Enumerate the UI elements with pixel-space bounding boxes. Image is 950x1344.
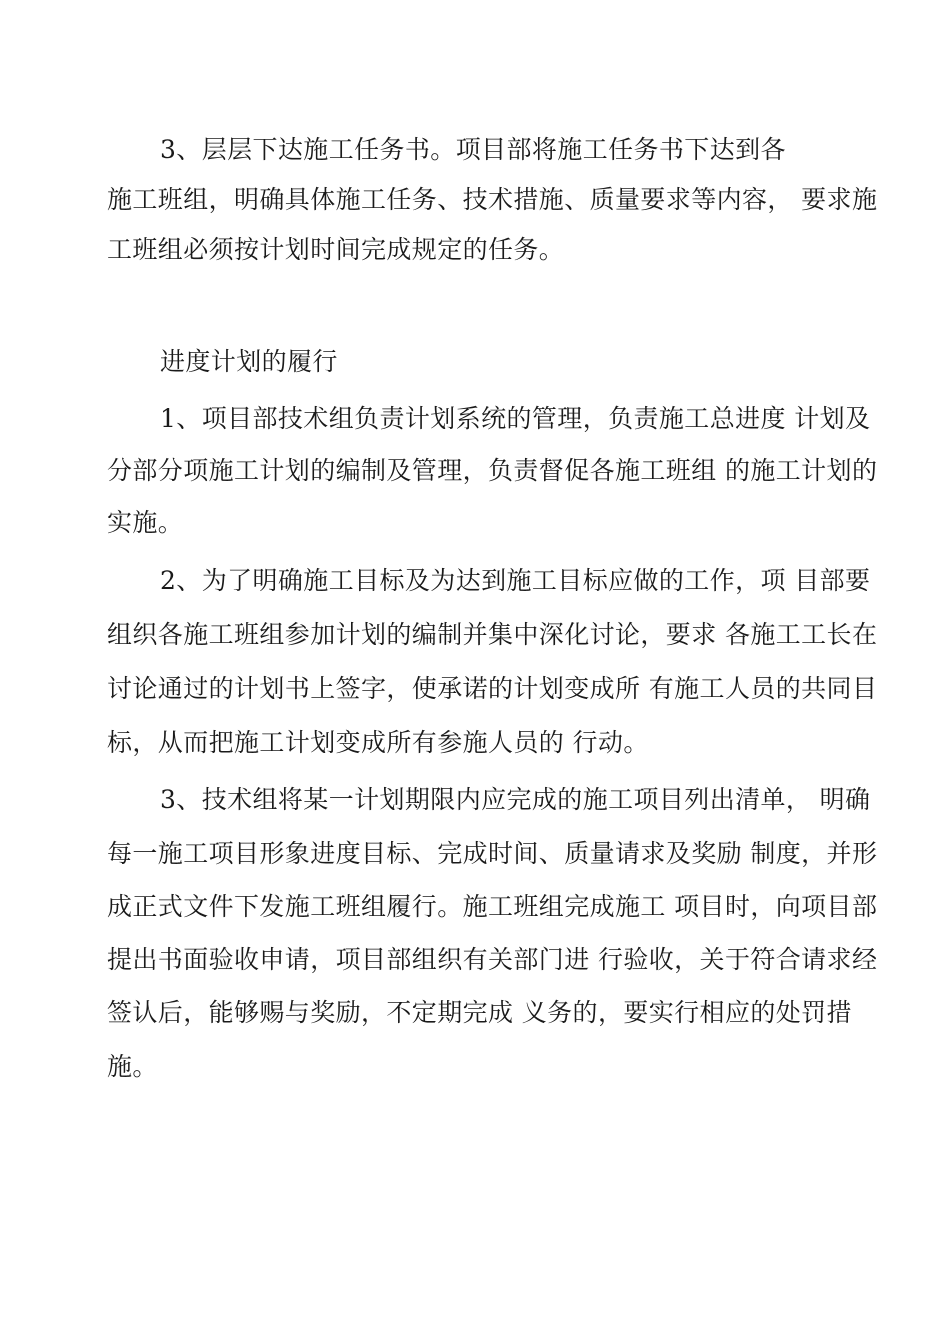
paragraph-1-line-1: 3、层层下达施工任务书。项目部将施工任务书下达到各 — [160, 135, 786, 164]
paragraph-2-line-3: 实施。 — [107, 508, 184, 537]
paragraph-2-line-1: 1、项目部技术组负责计划系统的管理，负责施工总进度 计划及 — [160, 404, 871, 433]
paragraph-2-line-2: 分部分项施工计划的编制及管理，负责督促各施工班组 的施工计划的 — [107, 456, 878, 485]
section-heading: 进度计划的履行 — [160, 347, 338, 376]
paragraph-1-line-2: 施工班组，明确具体施工任务、技术措施、质量要求等内容， 要求施 — [107, 185, 878, 214]
paragraph-4-line-5: 签认后，能够赐与奖励，不定期完成 义务的，要实行相应的处罚措 — [107, 998, 852, 1027]
paragraph-3-line-1: 2、为了明确施工目标及为达到施工目标应做的工作，项 目部要 — [160, 566, 871, 595]
paragraph-4-line-6: 施。 — [107, 1052, 158, 1081]
paragraph-4-line-3: 成正式文件下发施工班组履行。施工班组完成施工 项目时，向项目部 — [107, 892, 878, 921]
paragraph-4-line-2: 每一施工项目形象进度目标、完成时间、质量请求及奖励 制度，并形 — [107, 839, 878, 868]
paragraph-3-line-3: 讨论通过的计划书上签字，使承诺的计划变成所 有施工人员的共同目 — [107, 674, 878, 703]
paragraph-3-line-4: 标，从而把施工计划变成所有参施人员的 行动。 — [107, 728, 649, 757]
paragraph-1-line-3: 工班组必须按计划时间完成规定的任务。 — [107, 235, 565, 264]
paragraph-3-line-2: 组织各施工班组参加计划的编制并集中深化讨论，要求 各施工工长在 — [107, 620, 878, 649]
paragraph-4-line-4: 提出书面验收申请，项目部组织有关部门进 行验收，关于符合请求经 — [107, 945, 878, 974]
paragraph-4-line-1: 3、技术组将某一计划期限内应完成的施工项目列出清单， 明确 — [160, 785, 871, 814]
